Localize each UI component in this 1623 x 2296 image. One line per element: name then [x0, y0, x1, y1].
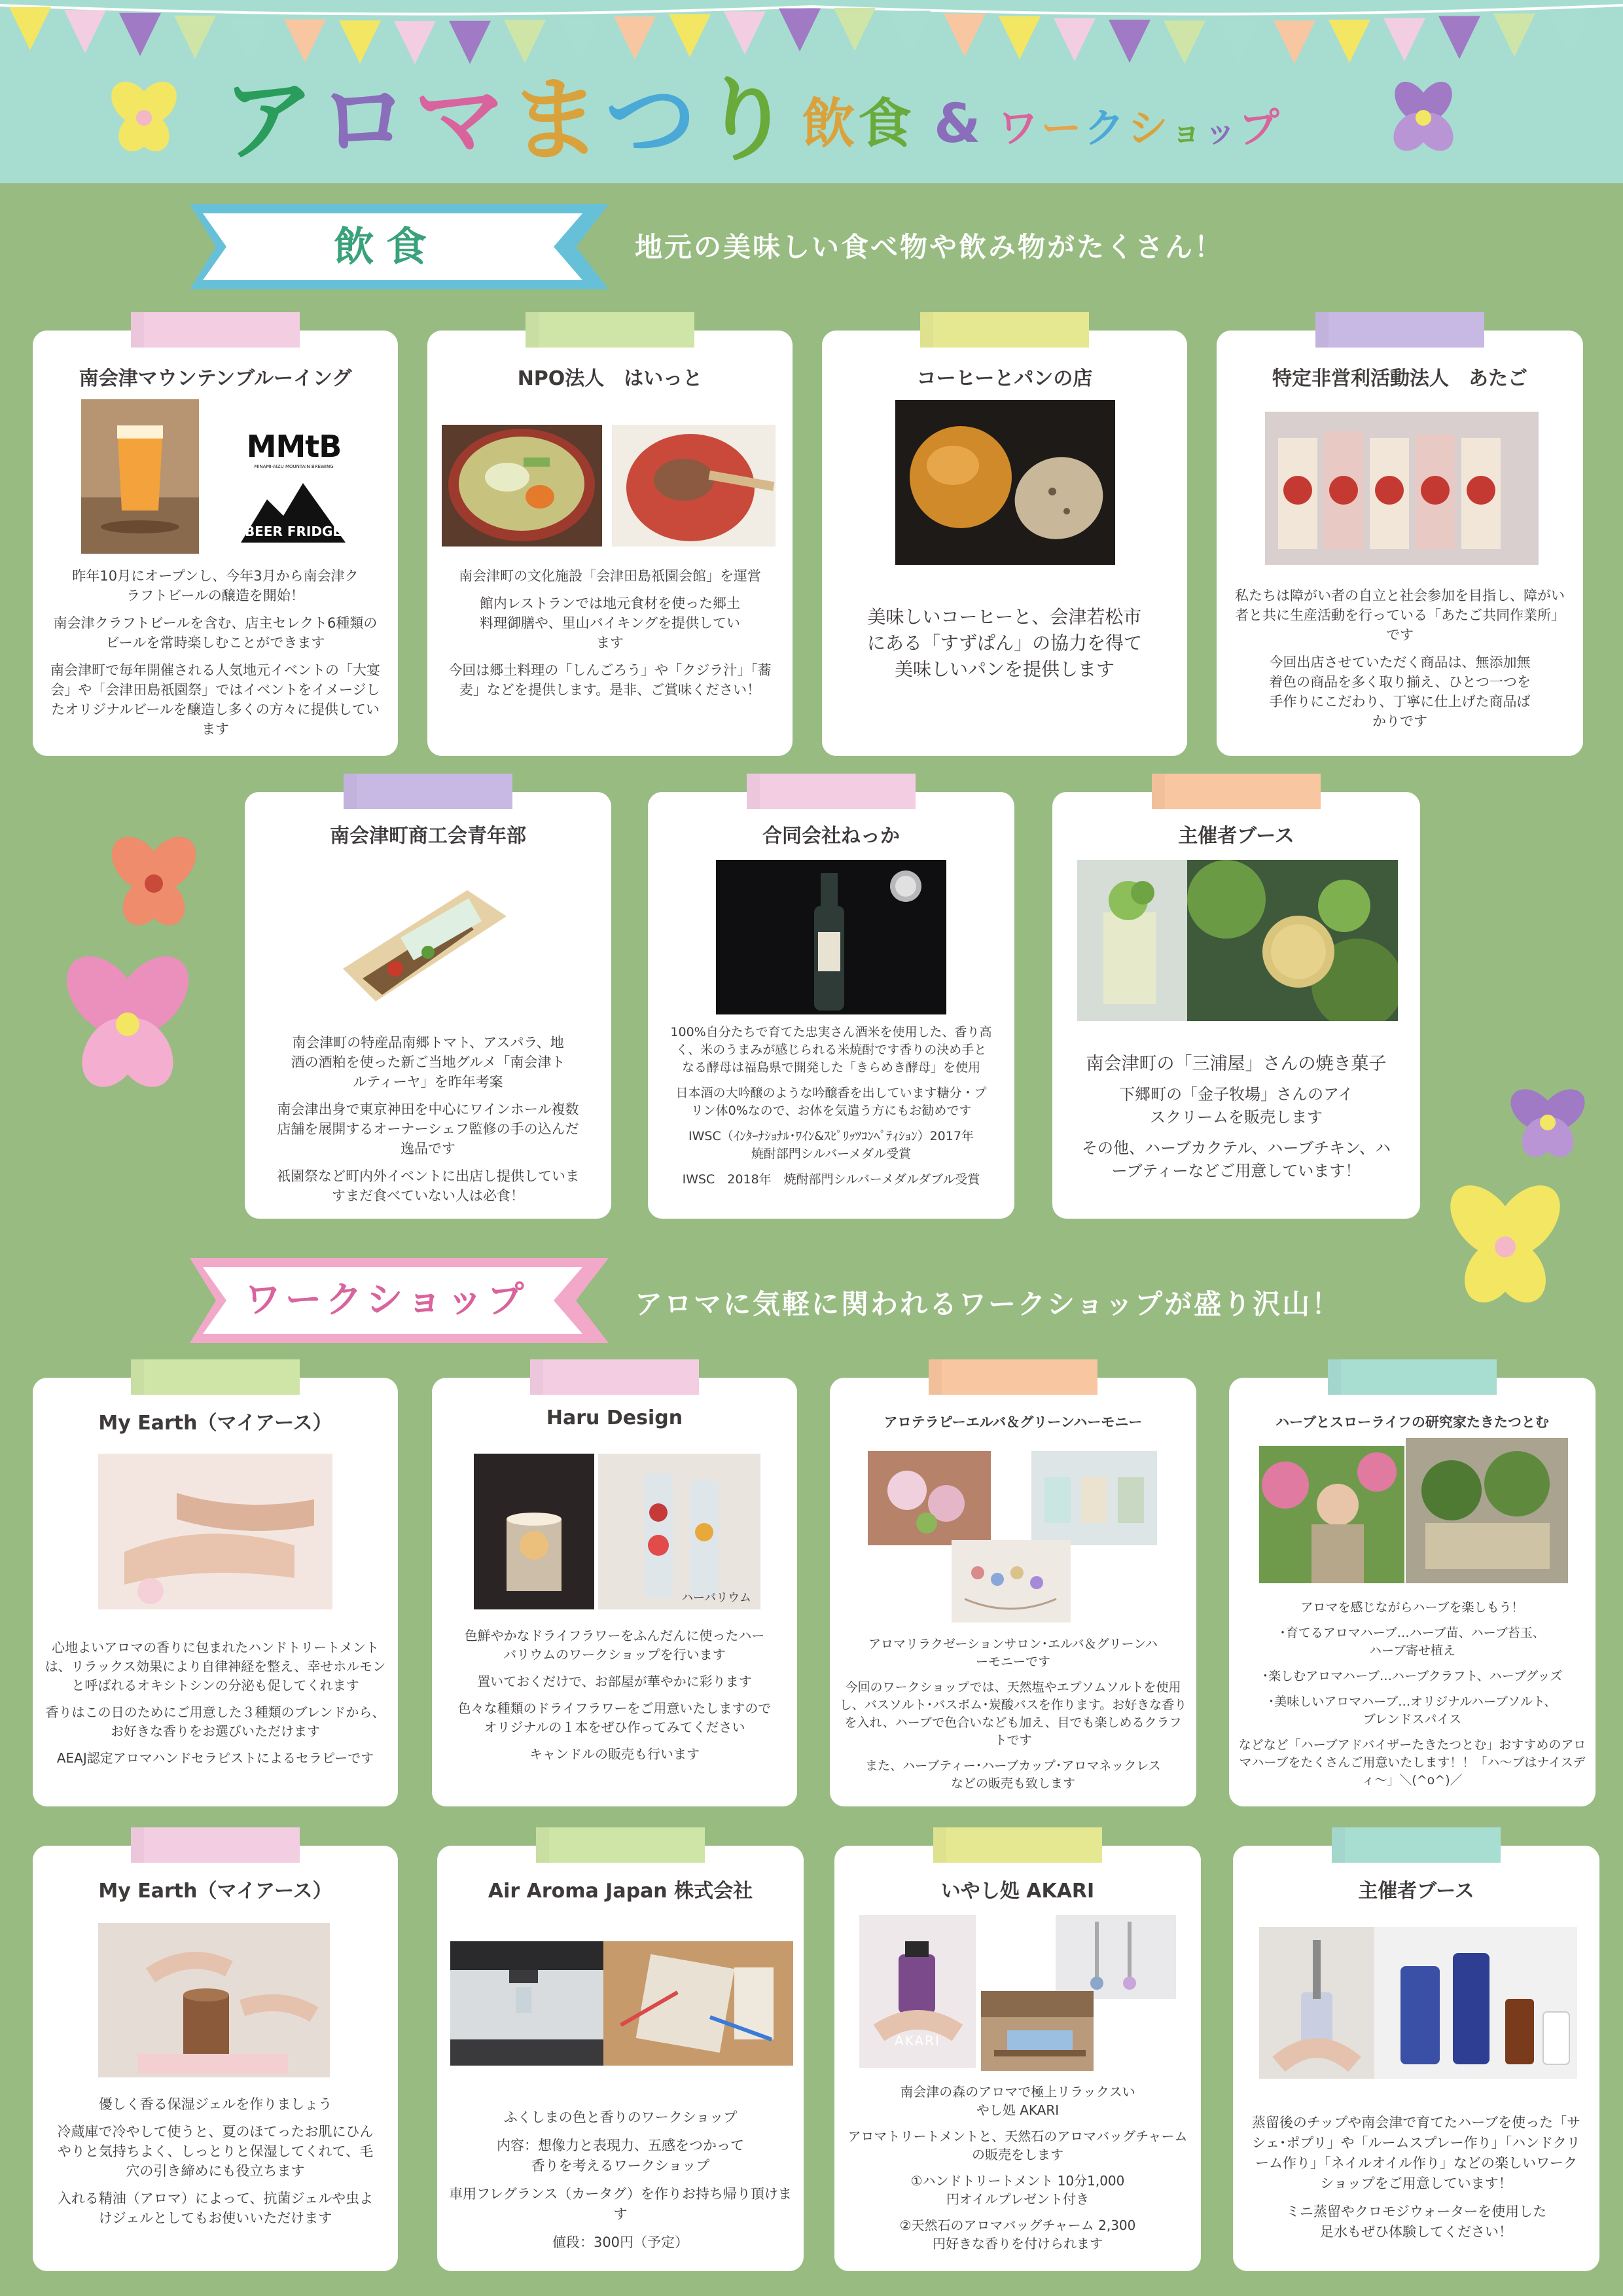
desc-paragraph: 今回のワークショップでは、天然塩やエプソムソルトを使用し、バスソルト･バスボム･炭酸バスを作ります。お好きな香りを入れ、ハーブで色合いなども加え、目でも楽しめるクラフトです: [839, 1680, 1187, 1748]
card-description: [1242, 2113, 1590, 2250]
card-title: 特定非営利活動法人 あたご: [1272, 367, 1527, 390]
desc-paragraph: 優しく香る保湿ジェルを作りましょう: [98, 2096, 332, 2112]
desc-paragraph: 下郷町の「金子牧場」さんのアイスクリームを販売します: [1119, 1085, 1353, 1126]
bunting-flag: [614, 16, 656, 60]
desc-paragraph: ･楽しむアロマハーブ…ハーブクラフト、ハーブグッズ: [1262, 1669, 1563, 1683]
subtitle-char: &: [934, 93, 984, 155]
masking-tape: [1332, 1827, 1501, 1863]
desc-paragraph: 南会津町で毎年開催される人気地元イベントの「大宴会」や「会津田島祇園祭」ではイベントをイメージしたオリジナルビールを醸造し多くの方々に提供しています: [50, 662, 380, 737]
desc-paragraph: 香りはこの日のためにご用意した３種類のブレンドから、お好きな香りをお選びいただけます: [45, 1704, 385, 1739]
soup-bowl-photo: [442, 425, 602, 547]
yellow-ribbon-flower-icon: [1433, 1178, 1577, 1316]
card-title: 主催者ブース: [1178, 825, 1294, 848]
food-card-shokokai: [245, 792, 611, 1219]
card-title: My Earth（マイアース）: [98, 1880, 332, 1903]
desc-paragraph: 車用フレグランス（カータグ）を作りお持ち帰り頂けます: [449, 2186, 792, 2222]
desc-paragraph: ミニ蒸留やクロモジウォーターを使用した足水もぜひ体験してください！: [1285, 2204, 1547, 2240]
desc-paragraph: IWSC（ｲﾝﾀｰﾅｼｮﾅﾙ･ﾜｲﾝ&ｽﾋﾟﾘｯﾂｺﾝﾍﾟﾃｨｼｮﾝ）2017年焼酎部門シルバーメダル受賞: [688, 1129, 974, 1161]
desc-paragraph: 私たちは障がい者の自立と社会参加を目指し、障がい者と共に生産活動を行っている「あたご共同作業所」です: [1235, 588, 1565, 643]
desc-paragraph: 冷蔵庫で冷やして使うと、夏のほてったお肌にひんやりと気持ちよく、しっとりと保湿してくれて、毛穴の引き締めにも役立ちます: [57, 2124, 374, 2179]
workshop-card-air-aroma: [437, 1846, 804, 2271]
bunting-flag: [779, 9, 821, 52]
workshop-section-label: ワークショップ: [244, 1279, 528, 1321]
candle-photo: [474, 1454, 594, 1609]
desc-paragraph: 日本酒の大吟醸のような吟醸香を出しています糖分・プリン体0%なので、お体を気遣う方にもお勧めです: [675, 1086, 987, 1118]
food-section-label: 飲食: [333, 223, 438, 270]
title-char: ア: [223, 67, 319, 174]
bunting-flag: [1438, 16, 1480, 59]
masking-tape: [1315, 312, 1484, 348]
bunting-flag: [1329, 20, 1370, 63]
logo-subtext: MINAMI-AIZU MOUNTAIN BREWING: [254, 464, 334, 469]
card-title: 南会津マウンテンブルーイング: [79, 367, 352, 390]
masking-tape: [929, 1359, 1097, 1395]
card-description: [844, 2083, 1192, 2261]
subtitle-char: ョ: [1170, 113, 1205, 150]
title-char: ま: [509, 67, 605, 174]
card-title: アロテラピーエルバ＆グリーンハーモニー: [883, 1414, 1143, 1430]
bunting-flag: [339, 20, 381, 63]
croquette-bowl-photo: [612, 425, 776, 547]
herb-tea-photo: [1187, 860, 1398, 1021]
logo-mark: MMtB: [246, 429, 342, 464]
food-card-coffee-bread: [822, 331, 1187, 756]
masking-tape: [1152, 774, 1321, 809]
bunting-flag: [1383, 18, 1425, 62]
dropper-bottle-photo: [1259, 1927, 1374, 2079]
subtitle-char: 食: [858, 93, 915, 155]
page-subtitle: [802, 88, 1282, 160]
bunting-flag: [724, 11, 766, 54]
card-description: [42, 2094, 389, 2236]
page-title: [223, 65, 796, 177]
title-char: ロ: [318, 67, 414, 174]
lavender-flower-icon: [1495, 1080, 1600, 1165]
desc-paragraph: 南会津町の特産品南郷トマト、アスパラ、地酒の酒粕を使った新ご当地グルメ「南会津トルティーヤ」を昨年考案: [291, 1035, 565, 1090]
desc-paragraph: ①ハンドトリートメント 10分1,000円オイルプレゼント付き: [910, 2173, 1125, 2207]
desc-paragraph: 南会津町の文化施設「会津田島祇園会館」を運営: [459, 568, 761, 584]
bunting-flag: [9, 7, 51, 50]
bunting-flag: [889, 10, 931, 54]
food-section-banner: [190, 204, 622, 289]
aroma-bottle-photo: [859, 1915, 976, 2068]
bunting-flag: [119, 13, 161, 56]
workshop-card-takita: [1229, 1378, 1596, 1806]
masking-tape: [536, 1827, 705, 1863]
food-card-organizer-booth: [1052, 792, 1420, 1219]
herb-pots-photo: [1406, 1438, 1568, 1583]
bunting-flag: [1493, 14, 1535, 57]
masking-tape: [1328, 1359, 1497, 1395]
shochu-bottle-photo: [716, 860, 946, 1014]
herbarium-photo: [598, 1454, 760, 1609]
workshop-section-tagline: アロマに気軽に関われるワークショップが盛り沢山！: [635, 1288, 1342, 1320]
desc-paragraph: 南会津出身で東京神田を中心にワインホール複数店舗を展開するオーナーシェフ監修の手の込んだ逸品です: [277, 1102, 579, 1157]
desc-paragraph: 色々な種類のドライフラワーをご用意いたしますのでオリジナルの１本をぜひ作ってみてください: [457, 1700, 772, 1735]
desc-paragraph: 置いておくだけで、お部屋が華やかに彩ります: [477, 1674, 752, 1689]
desc-paragraph: 今回は郷土料理の「しんごろう」や「クジラ汁」「蕎麦」などを提供します。是非、ご賞味ください！: [448, 662, 772, 698]
bath-bomb-photo: [868, 1451, 991, 1545]
desc-paragraph: 南会津町の「三浦屋」さんの焼き菓子: [1086, 1054, 1387, 1074]
card-description: [42, 1638, 389, 1776]
bunting-flag: [1219, 21, 1260, 64]
card-title: NPO法人 はいっと: [517, 367, 703, 390]
mmtb-logo: [238, 429, 349, 469]
bunting-flag: [394, 21, 436, 64]
workshop-card-erba: [830, 1378, 1196, 1806]
subtitle-char: ッ: [1204, 113, 1239, 150]
desc-paragraph: 美味しいコーヒーと、会津若松市にある「すずぱん」の協力を得て美味しいパンを提供します: [866, 606, 1143, 680]
bunting-flag: [174, 16, 216, 59]
card-description: [437, 566, 783, 708]
bunting-flag: [834, 8, 876, 51]
desc-paragraph: ･育てるアロマハーブ…ハーブ苗、ハーブ苔玉、ハーブ寄せ植え: [1279, 1626, 1545, 1658]
desc-paragraph: 色鮮やかなドライフラワーをふんだんに使ったハーバリウムのワークショップを行います: [464, 1628, 765, 1662]
bag-charm-photo: [1056, 1915, 1176, 1999]
desc-paragraph: また、ハーブティー･ハーブカップ･アロマネックレスなどの販売も致します: [865, 1759, 1161, 1791]
desc-paragraph: 昨年10月にオープンし、今年3月から南会津クラフトビールの醸造を開始！: [72, 568, 359, 603]
food-card-mountain-brewing: [33, 331, 398, 756]
bunting-flag: [284, 20, 326, 63]
desc-paragraph: キャンドルの販売も行います: [529, 1746, 700, 1762]
herb-farmer-photo: [1259, 1446, 1404, 1583]
bunting-flag: [1274, 20, 1315, 63]
desc-paragraph: ふくしまの色と香りのワークショップ: [503, 2109, 738, 2125]
workshop-card-my-earth-hand: [33, 1378, 398, 1806]
masking-tape: [747, 774, 916, 809]
title-char: マ: [414, 67, 510, 174]
bath-salt-photo: [1031, 1451, 1157, 1545]
desc-paragraph: IWSC 2018年 焼酎部門シルバーメダルダブル受賞: [682, 1172, 980, 1187]
bread-photo: [895, 400, 1115, 565]
car-tag-craft-photo: [603, 1941, 793, 2066]
card-description: [839, 1636, 1187, 1801]
purple-flower-icon: [1381, 75, 1466, 160]
masking-tape: [344, 774, 512, 809]
yellow-flower-icon: [105, 79, 183, 157]
card-description: [441, 1626, 788, 1772]
workshop-card-my-earth-gel: [33, 1846, 398, 2271]
bunting-flag: [559, 18, 601, 62]
card-title: いやし処 AKARI: [940, 1880, 1095, 1903]
card-title: 南会津町商工会青年部: [330, 825, 526, 848]
workshop-card-organizer-booth: [1233, 1846, 1599, 2271]
desc-paragraph: 今回出店させていただく商品は、無添加無着色の商品を多く取り揃え、ひとつ一つを手作りにこだわり、丁寧に仕上げた商品ばかりです: [1269, 655, 1531, 729]
gel-making-photo: [98, 1923, 330, 2077]
card-description: [657, 1024, 1005, 1196]
card-description: [446, 2108, 794, 2261]
desc-paragraph: 館内レストランでは地元食材を使った郷土料理御膳や、里山バイキングを提供しています: [479, 596, 741, 651]
bunting-flag: [449, 21, 491, 64]
aroma-necklace-photo: [952, 1540, 1071, 1623]
card-description: [1238, 1599, 1586, 1797]
bunting-flag: [1548, 10, 1590, 54]
subtitle-char: ク: [1084, 104, 1128, 152]
desc-paragraph: 100%自分たちで育てた忠実さん酒米を使用した、香り高く、米のうまみが感じられる米焼酎です香りの決め手となる酵母は福島県で開発した「きらめき酵母」を使用: [670, 1025, 992, 1075]
tortilla-photo: [336, 864, 520, 1028]
desc-paragraph: AEAJ認定アロマハンドセラピストによるセラピーです: [56, 1750, 374, 1766]
photo-caption: AKARI: [895, 2033, 940, 2049]
desc-paragraph: 蒸留後のチップや南会津で育てたハーブを使った「サシェ･ポプリ」や「ルームスプレー作り」「ハンドクリーム作り」「ネイルオイル作り」などの楽しいワークショップをご用意しています！: [1251, 2115, 1581, 2191]
food-card-atago: [1217, 331, 1583, 756]
treatment-room-photo: [981, 1991, 1094, 2071]
desc-paragraph: 南会津の森のアロマで極上リラックスいやし処 AKARI: [900, 2084, 1135, 2118]
workshop-card-haru-design: [432, 1378, 797, 1806]
card-description: [42, 566, 389, 747]
bunting-flag: [944, 14, 986, 57]
desc-paragraph: 入れる精油（アロマ）によって、抗菌ジェルや虫よけジェルとしてもお使いいただけます: [57, 2191, 374, 2226]
card-title: ハーブとスローライフの研究家たきたつとむ: [1275, 1414, 1549, 1430]
desc-paragraph: などなど「ハーブアドバイザーたきたつとむ」おすすめのアロマハーブをたくさんご用意いたします！！「ハ～ブはナイスディ～」＼(^o^)／: [1238, 1738, 1586, 1787]
subtitle-char: 飲: [802, 93, 859, 155]
subtitle-char: ワ: [997, 104, 1041, 152]
beer-fridge-logo: [241, 480, 346, 543]
products-photo: [1265, 412, 1539, 565]
orange-flower-icon: [98, 831, 209, 936]
pink-flower-icon: [46, 942, 209, 1106]
card-description: [831, 604, 1178, 691]
desc-paragraph: 内容：想像力と表現力、五感をつかって香りを考えるワークショップ: [497, 2138, 744, 2174]
workshop-card-akari: [834, 1846, 1201, 2271]
bunting-flag: [1164, 21, 1205, 64]
card-title: Air Aroma Japan 株式会社: [488, 1880, 753, 1903]
beer-glass-photo: [81, 399, 199, 554]
card-title: 主催者ブース: [1358, 1880, 1474, 1903]
card-title: コーヒーとパンの店: [916, 367, 1093, 390]
bunting-decoration: [0, 0, 1623, 72]
desc-paragraph: アロマトリートメントと、天然石のアロマバッグチャームの販売をします: [847, 2128, 1188, 2162]
masking-tape: [131, 312, 300, 348]
card-title: Haru Design: [546, 1407, 683, 1429]
desc-paragraph: 値段：300円（予定）: [552, 2234, 689, 2250]
masking-tape: [526, 312, 694, 348]
photo-caption: ハーバリウム: [681, 1591, 751, 1605]
desc-paragraph: ･美味しいアロマハーブ…オリジナルハーブソルト、ブレンドスパイス: [1268, 1695, 1557, 1727]
desc-paragraph: アロマを感じながらハーブを楽しもう！: [1300, 1600, 1524, 1615]
bunting-flag: [1054, 18, 1096, 62]
desc-paragraph: 南会津クラフトビールを含む、店主セレクト6種類のビールを常時楽しむことができます: [53, 615, 378, 651]
masking-tape: [530, 1359, 699, 1395]
masking-tape: [920, 312, 1089, 348]
title-char: つ: [605, 67, 701, 174]
herb-cocktail-photo: [1077, 860, 1187, 1021]
subtitle-char: プ: [1238, 104, 1282, 152]
spray-bottles-photo: [1374, 1927, 1577, 2079]
food-section-tagline: 地元の美味しい食べ物や飲み物がたくさん！: [635, 231, 1224, 263]
beer-fridge-text: BEER FRIDGE: [244, 524, 342, 539]
masking-tape: [131, 1827, 300, 1863]
desc-paragraph: アロマリラクゼーションサロン･エルバ＆グリーンハーモニーです: [868, 1637, 1158, 1669]
bunting-flag: [999, 16, 1041, 60]
masking-tape: [131, 1359, 300, 1395]
car-interior-photo: [450, 1941, 603, 2066]
bunting-flag: [504, 20, 546, 63]
desc-paragraph: 心地よいアロマの香りに包まれたハンドトリートメントは、リラックス効果により自律神経を整え、幸せホルモンと呼ばれるオキシトシンの分泌も促してくれます: [45, 1640, 386, 1693]
bunting-flag: [64, 10, 106, 53]
desc-paragraph: その他、ハーブカクテル、ハーブチキン、ハーブティーなどご用意しています！: [1081, 1139, 1391, 1180]
card-description: [254, 1033, 602, 1213]
food-card-npo-haitto: [427, 331, 793, 756]
subtitle-char: シ: [1127, 104, 1171, 152]
desc-paragraph: 祇園祭など町内外イベントに出店し提供していますまだ食べていない人は必食！: [277, 1168, 579, 1204]
header: [0, 0, 1623, 183]
bunting-flag: [229, 18, 271, 61]
desc-paragraph: ②天然石のアロマバッグチャーム 2,300円好きな香りを付けられます: [899, 2217, 1136, 2251]
workshop-section-banner: [190, 1258, 622, 1343]
bunting-flag: [1109, 20, 1150, 63]
card-title: 合同会社ねっか: [762, 825, 900, 848]
subtitle-char: ー: [1041, 104, 1084, 152]
bunting-flag: [669, 14, 711, 58]
food-card-nekka: [648, 792, 1014, 1219]
title-char: り: [700, 67, 796, 174]
card-title: My Earth（マイアース）: [98, 1412, 332, 1435]
card-description: [1061, 1052, 1411, 1191]
masking-tape: [933, 1827, 1102, 1863]
hand-treatment-photo: [98, 1454, 332, 1609]
card-description: [1226, 586, 1574, 739]
